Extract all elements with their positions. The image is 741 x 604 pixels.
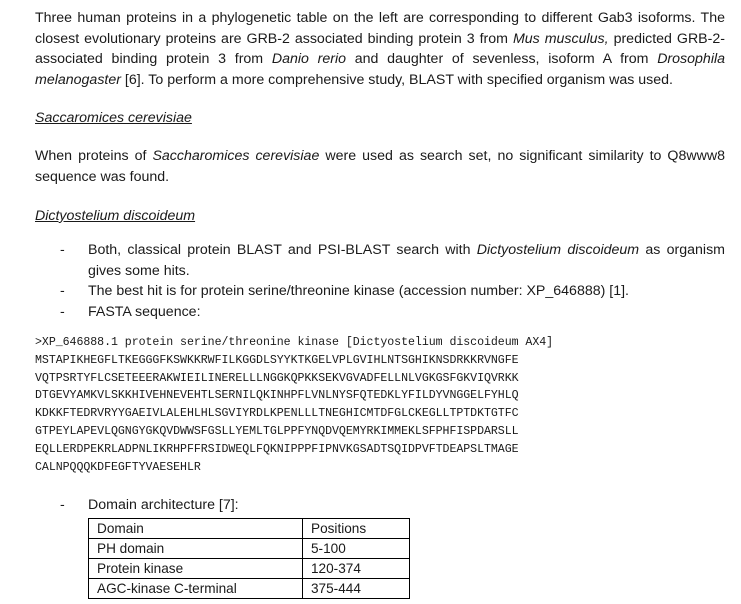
table-cell: 375-444 — [303, 578, 410, 598]
fasta-line: DTGEVYAMKVLSKKHIVEHNEVEHTLSERNILQKINHPFLVNLNYSFQTEDKLYFILDYVNGGELFYHLQ — [35, 389, 519, 403]
list-item — [35, 495, 725, 516]
bullet3-text: FASTA sequence: — [88, 303, 201, 320]
intro-text-1: Three human proteins in a phylogenetic table on the left are corresponding to different Gab3 isoforms. The closest evolutionary proteins are GRB-2 associated binding protein 3 from — [35, 10, 725, 47]
dictyostelium-list — [35, 240, 725, 322]
sacch-text-2: were used as search set, no significant similarity to Q8www8 sequence was found. — [35, 148, 725, 185]
list-item — [35, 302, 725, 323]
fasta-line: GTPEYLAPEVLQGNGYGKQVDWWSFGSLLYEMLTGLPPFYNQDVQEMYRKIMMEKLSFPHFISPDARSLL — [35, 424, 519, 438]
intro-text-2: predicted GRB-2-associated binding protein 3 from — [35, 30, 725, 67]
bullet-dash: - — [60, 497, 65, 514]
table-cell: AGC-kinase C-terminal — [89, 578, 303, 598]
table-cell: 120-374 — [303, 558, 410, 578]
table-cell: PH domain — [89, 538, 303, 558]
saccharomices-paragraph — [35, 146, 725, 187]
list-item — [35, 240, 725, 281]
species-drosophila: Drosophila melanogaster — [35, 51, 726, 88]
species-danio-rerio: Danio rerio — [271, 51, 347, 67]
bullet1-text-b: as organism gives some hits. — [88, 242, 725, 279]
intro-paragraph — [35, 8, 725, 90]
table-cell: 5-100 — [303, 538, 410, 558]
fasta-line: MSTAPIKHEGFLTKEGGGFKSWKKRWFILKGGDLSYYKTKGELVPLGVIHLNTSGHIKNSDRKKRVNGFE — [35, 353, 519, 367]
table-cell: Protein kinase — [89, 558, 303, 578]
bullet1-text-a: Both, classical protein BLAST and PSI-BLAST search with — [88, 242, 477, 258]
intro-text-3: and daughter of sevenless, isoform A from — [346, 51, 658, 67]
fasta-line: EQLLERDPEKRLADPNLIKRHPFFRSIDWEQLFQKNIPPPFIPNVKGSADTSQIDPVFTDEAPSLTMAGE — [35, 442, 519, 456]
fasta-line: KDKKFTEDRVRYYGAEIVLALEHLHLSGVIYRDLKPENLLLTNEGHICMTDFGLCKEGLLTPTDKTGTFC — [35, 407, 519, 421]
sacch-text-1: When proteins of — [35, 148, 153, 164]
domain-list — [35, 495, 725, 516]
table-header-cell: Domain — [89, 518, 303, 538]
bullet4-text: Domain architecture [7]: — [88, 497, 239, 514]
list-item — [35, 281, 725, 302]
table-row — [89, 538, 410, 558]
fasta-sequence — [35, 334, 725, 476]
bullet-dash: - — [60, 242, 65, 258]
document-page — [35, 8, 725, 599]
domain-table — [88, 518, 410, 599]
bullet2-text: The best hit is for protein serine/threonine kinase (accession number: XP_646888) [1]. — [88, 283, 630, 299]
intro-text-4: [6]. To perform a more comprehensive study, BLAST with specified organism was used. — [120, 71, 673, 88]
species-dictyostelium: Dictyostelium discoideum — [476, 242, 640, 258]
heading-dictyostelium: Dictyostelium discoideum — [35, 208, 196, 224]
fasta-line: VQTPSRTYFLCSETEEERAKWIEILINERELLLNGGKQPKKSEKVGVADFELLNLVGKGSFGKVIQVRKK — [35, 371, 519, 385]
species-mus-musculus: Mus musculus, — [512, 30, 609, 47]
heading-saccaromices: Saccaromices cerevisiae — [35, 110, 192, 126]
table-header-row — [89, 518, 410, 538]
bullet-dash: - — [60, 283, 65, 299]
species-saccharomices: Saccharomices cerevisiae — [152, 148, 320, 164]
table-header-cell: Positions — [303, 518, 410, 538]
bullet-dash: - — [60, 303, 65, 320]
fasta-line: CALNPQQQKDFEGFTYVAESEHLR — [35, 460, 201, 474]
table-row — [89, 558, 410, 578]
fasta-line: >XP_646888.1 protein serine/threonine kinase [Dictyostelium discoideum AX4] — [35, 336, 554, 349]
table-row — [89, 578, 410, 598]
